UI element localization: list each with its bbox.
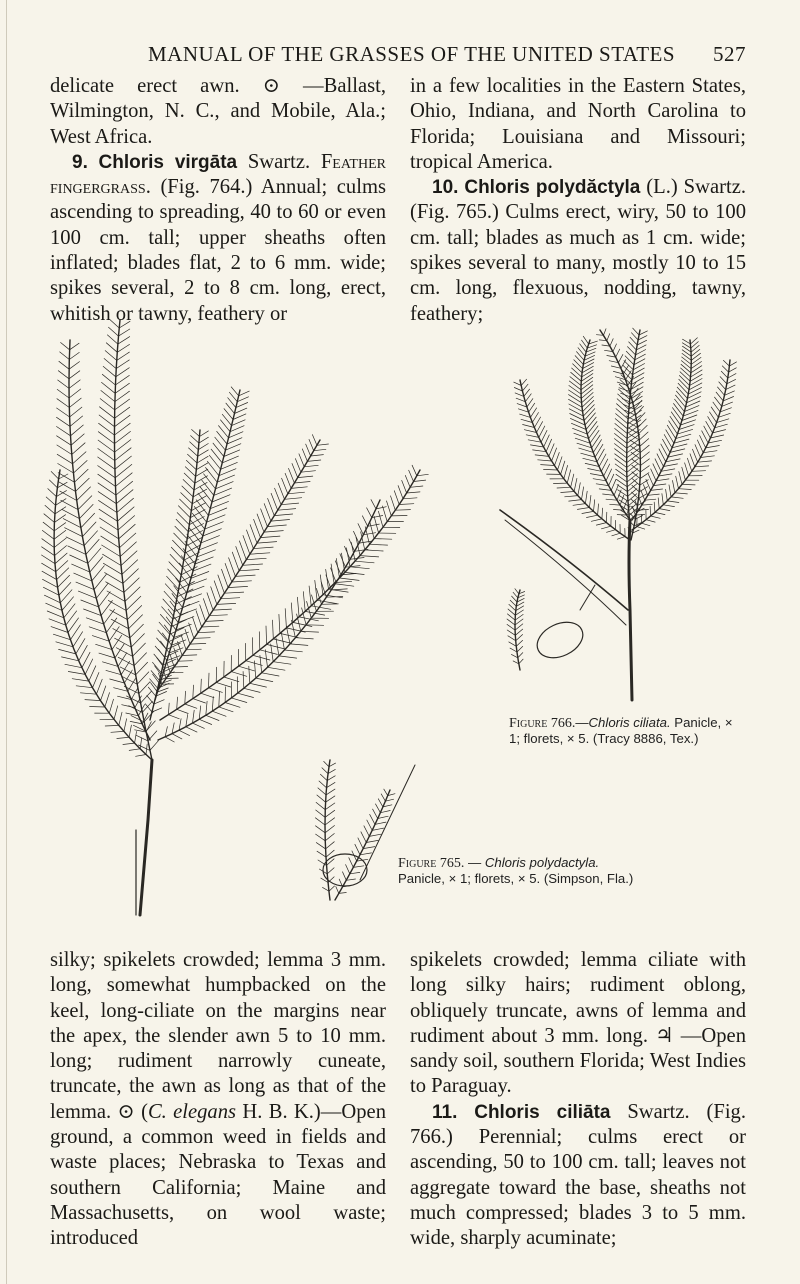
figure-765-caption: Figure 765. — Chloris polydactyla. Panicle, × 1; florets, × 5. (Simpson, Fla.) <box>398 855 634 886</box>
figure-765-illustration <box>42 320 429 916</box>
spike-hairs <box>514 379 625 539</box>
figure-766-illustration <box>500 328 737 700</box>
species-number: 10. <box>432 177 459 199</box>
species-author: Swartz. <box>247 150 311 173</box>
column-left-bottom <box>50 948 386 1252</box>
spike-axis <box>114 320 152 760</box>
species-description: (Fig. 764.) Annual; culms ascending to spreading, 40 to 60 or even 100 cm. tall; upper sheaths often inflated; blades flat, 2 to 6 mm. wide; spikes several, 2 to 8 cm. long, erect, whitish or tawny, feathery or <box>50 176 386 325</box>
figure-caption-text: Panicle, × 1; florets, × 5. (Simpson, Fla.) <box>398 870 634 886</box>
species-name: Chloris polydăctyla <box>464 177 641 199</box>
culm <box>140 760 152 915</box>
species-number: 9. <box>72 151 88 173</box>
leaf-blade-edge <box>505 520 626 625</box>
floret-body <box>531 615 588 664</box>
species-name: Chloris virgāta <box>98 151 238 173</box>
paragraph: spikelets crowded; lemma ciliate with long silky hairs; rudiment oblong, obliquely truncate, awns of lemma and rudiment about 3 mm. long. ♃ —Open sandy soil, southern Florida; West Indies to Paraguay. <box>410 949 746 1098</box>
spike-hairs <box>569 336 630 515</box>
figure-species: Chloris ciliata. <box>588 715 671 730</box>
figure-766-caption: Figure 766.—Chloris ciliata. Panicle, × 1; florets, × 5. (Tracy 8886, Tex.) <box>509 715 733 746</box>
spike-hairs <box>98 320 159 751</box>
species-name: Chloris ciliāta <box>474 1101 611 1123</box>
text-run: H. B. K.)—Open ground, a common weed in fields and waste places; Nebraska to Texas and southern California; Maine and Massachusetts, on wool waste; introduced <box>50 1100 386 1250</box>
spike-hairs <box>336 789 395 893</box>
spike-axis <box>632 340 691 520</box>
column-right-bottom <box>410 948 746 1252</box>
spike-hairs <box>507 589 525 664</box>
spike-axis <box>158 500 380 740</box>
synonym: C. elegans <box>147 1100 237 1123</box>
common-name: Feather fingergrass. <box>50 150 386 199</box>
page-number: 527 <box>713 42 746 66</box>
paragraph: delicate erect awn. ⊙ —Ballast, Wilmington, N. C., and Mobile, Ala.; West Africa. <box>50 75 386 148</box>
spike-hairs <box>145 430 208 713</box>
figure-caption-text: Panicle, × 1; florets, × 5. (Tracy 8886, Tex.) <box>509 715 733 746</box>
figure-species: Chloris polydactyla. <box>484 855 600 870</box>
paragraph: in a few localities in the Eastern States, Ohio, Indiana, and North Carolina to Florida; Louisiana and Missouri; tropical America. <box>410 75 746 173</box>
spike-hairs <box>165 500 386 742</box>
spike-axis <box>335 790 390 900</box>
figure-label: Figure 766. <box>509 716 576 731</box>
species-description: (L.) Swartz. (Fig. 765.) Culms erect, wiry, 50 to 100 cm. tall; blades as much as 1 cm. wide; spikes several to many, mostly 10 to 15 cm. long, flexuous, nodding, tawny, feathery; <box>410 176 746 325</box>
spike-axis <box>520 380 630 540</box>
header-title: MANUAL OF THE GRASSES OF THE UNITED STATES <box>148 42 676 66</box>
figure-label: Figure 765. <box>398 856 465 871</box>
culm <box>629 520 632 700</box>
text-run: silky; spikelets crowded; lemma 3 mm. long, somewhat humpbacked on the keel, long-ciliate on the margins near the apex, the slender awn 5 to 10 mm. long; rudiment narrowly cuneate, truncate, the awn as long as that of the lemma. ⊙ ( <box>50 949 386 1123</box>
paragraph <box>50 948 386 1252</box>
spike-hairs <box>637 360 737 529</box>
paragraph-species-11 <box>410 1100 746 1252</box>
species-description: Swartz. (Fig. 766.) Perennial; culms erect or ascending, 50 to 100 cm. tall; leaves not aggregate toward the base, sheaths not much compressed; blades 3 to 5 mm. wide, sharply acuminate; <box>410 1100 746 1250</box>
spike-hairs <box>42 472 148 757</box>
spike-axis <box>54 470 152 760</box>
species-number: 11. <box>432 1101 458 1123</box>
